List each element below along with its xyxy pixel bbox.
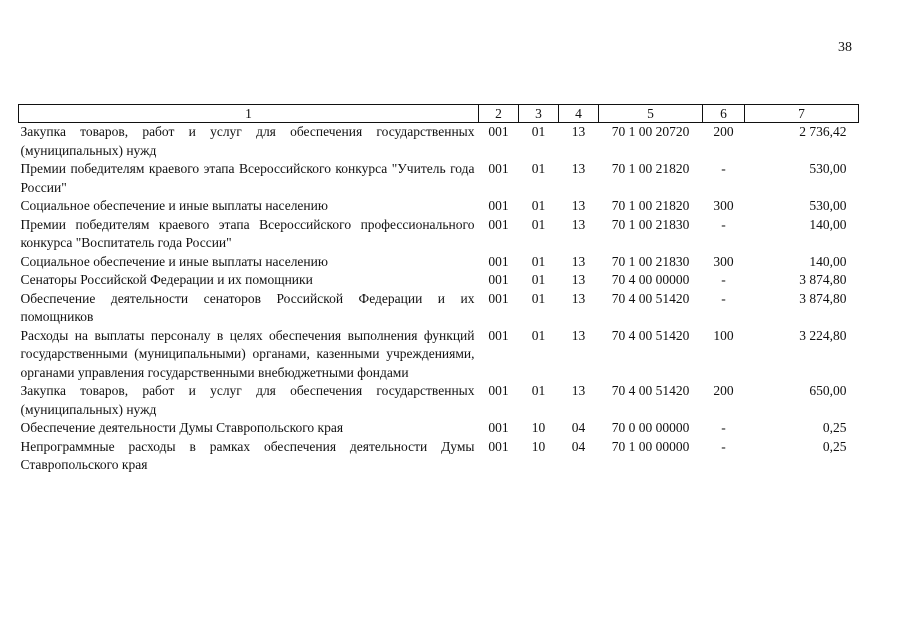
row-code-6: -	[721, 216, 726, 232]
row-amount: 530,00	[809, 161, 847, 176]
row-name: Закупка товаров, работ и услуг для обеспечения государственных (муниципальных) нужд	[20, 124, 475, 158]
header-col-2: 2	[479, 105, 519, 123]
table-row	[19, 123, 859, 161]
row-name: Сенаторы Российской Федерации и их помощники	[20, 272, 313, 287]
row-code-2: 001	[488, 290, 509, 306]
row-code-5: 70 4 00 00000	[611, 272, 690, 287]
row-amount: 0,25	[822, 420, 847, 435]
row-code-6: 300	[713, 198, 734, 213]
header-col-1: 1	[19, 105, 479, 123]
table-row	[19, 216, 859, 253]
table-row	[19, 160, 859, 197]
row-code-6: 200	[713, 383, 734, 398]
table-row	[19, 327, 859, 383]
row-code-3: 10	[531, 420, 546, 435]
row-code-3: 01	[531, 124, 546, 139]
table-header	[19, 105, 859, 123]
row-code-6: -	[721, 161, 726, 176]
row-code-6: -	[721, 272, 726, 287]
row-amount: 530,00	[809, 198, 847, 213]
row-name: Обеспечение деятельности Думы Ставропольского края	[20, 420, 344, 435]
row-name: Обеспечение деятельности сенаторов Российской Федерации и их помощников	[20, 290, 475, 324]
table-row	[19, 419, 859, 438]
row-amount: 3 224,80	[799, 327, 847, 343]
row-code-6: 100	[713, 327, 734, 343]
row-name: Непрограммные расходы в рамках обеспечения деятельности Думы Ставропольского края	[20, 438, 475, 472]
row-code-2: 001	[488, 124, 509, 139]
row-code-3: 01	[531, 383, 546, 398]
table-row	[19, 271, 859, 290]
row-name: Закупка товаров, работ и услуг для обеспечения государственных (муниципальных) нужд	[20, 383, 475, 417]
row-code-3: 01	[531, 198, 546, 213]
row-code-3: 01	[531, 216, 546, 232]
row-code-4: 13	[571, 290, 586, 306]
row-code-4: 13	[571, 198, 586, 213]
table-body	[19, 123, 859, 475]
row-amount: 140,00	[809, 216, 847, 232]
row-code-3: 01	[531, 327, 546, 343]
row-code-4: 04	[571, 438, 586, 454]
row-code-2: 001	[488, 253, 509, 269]
table-row	[19, 197, 859, 216]
row-code-2: 001	[488, 216, 509, 232]
header-col-6: 6	[703, 105, 745, 123]
row-code-6: -	[721, 290, 726, 306]
row-name: Премии победителям краевого этапа Всероссийского конкурса "Учитель года России"	[20, 161, 475, 195]
row-code-4: 04	[571, 420, 586, 435]
row-code-6: -	[721, 420, 726, 435]
row-code-5: 70 1 00 20720	[611, 124, 690, 139]
row-code-5: 70 4 00 51420	[611, 290, 690, 306]
row-amount: 0,25	[822, 438, 847, 454]
row-code-5: 70 1 00 21820	[611, 198, 690, 213]
row-code-6: 200	[713, 124, 734, 139]
row-code-4: 13	[571, 272, 586, 287]
row-code-4: 13	[571, 161, 586, 176]
row-code-2: 001	[488, 327, 509, 343]
row-code-5: 70 1 00 21830	[611, 253, 690, 269]
row-code-3: 01	[531, 161, 546, 176]
row-code-4: 13	[571, 124, 586, 139]
row-amount: 140,00	[809, 253, 847, 269]
header-col-5: 5	[599, 105, 703, 123]
header-col-4: 4	[559, 105, 599, 123]
row-code-6: 300	[713, 253, 734, 269]
row-code-5: 70 1 00 00000	[611, 438, 690, 454]
row-code-3: 01	[531, 272, 546, 287]
row-code-4: 13	[571, 216, 586, 232]
table-row	[19, 290, 859, 327]
row-name: Социальное обеспечение и иные выплаты населению	[20, 253, 328, 269]
row-code-2: 001	[488, 383, 509, 398]
row-code-4: 13	[571, 383, 586, 398]
row-name: Премии победителям краевого этапа Всероссийского профессионального конкурса "Воспитатель года России"	[20, 216, 475, 250]
table-row	[19, 382, 859, 419]
row-code-3: 01	[531, 290, 546, 306]
row-amount: 3 874,80	[799, 272, 847, 287]
row-code-4: 13	[571, 327, 586, 343]
row-code-4: 13	[571, 253, 586, 269]
table-row	[19, 253, 859, 272]
row-code-5: 70 4 00 51420	[611, 327, 690, 343]
budget-table	[18, 104, 859, 475]
row-code-6: -	[721, 438, 726, 454]
row-code-2: 001	[488, 198, 509, 213]
row-code-5: 70 4 00 51420	[611, 383, 690, 398]
page-number: 38	[838, 40, 852, 55]
table-row	[19, 438, 859, 475]
row-code-5: 70 0 00 00000	[611, 420, 690, 435]
row-name: Социальное обеспечение и иные выплаты населению	[20, 198, 328, 213]
row-amount: 2 736,42	[799, 124, 847, 139]
row-code-5: 70 1 00 21830	[611, 216, 690, 232]
row-code-3: 01	[531, 253, 546, 269]
header-col-3: 3	[519, 105, 559, 123]
row-code-2: 001	[488, 420, 509, 435]
row-amount: 3 874,80	[799, 290, 847, 306]
row-code-3: 10	[531, 438, 546, 454]
row-amount: 650,00	[809, 383, 847, 398]
row-code-2: 001	[488, 161, 509, 176]
header-row	[19, 105, 859, 123]
row-code-2: 001	[488, 272, 509, 287]
header-col-7: 7	[745, 105, 859, 123]
row-code-5: 70 1 00 21820	[611, 161, 690, 176]
row-name: Расходы на выплаты персоналу в целях обеспечения выполнения функций государственными (муниципальными) органами, казенными учреждениями, органами управления государственными внебюджетными фондами	[20, 327, 475, 380]
row-code-2: 001	[488, 438, 509, 454]
